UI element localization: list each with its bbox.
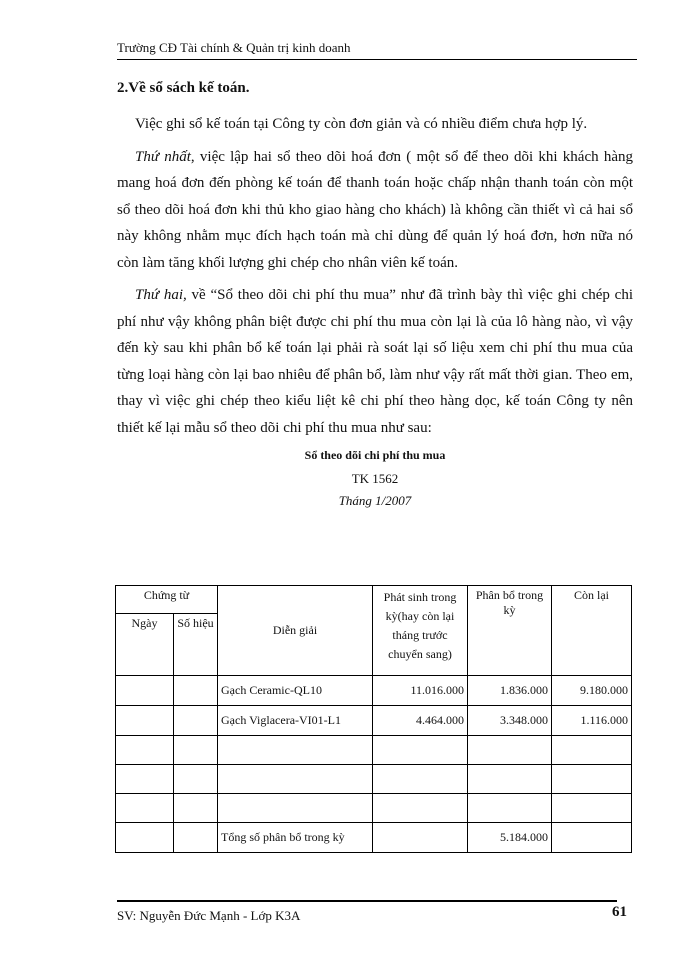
table-row [116, 706, 632, 736]
header-ngay: Ngày [116, 614, 174, 676]
table-row-empty [116, 765, 632, 794]
expense-ledger-table [115, 585, 632, 853]
footer-divider [117, 900, 617, 902]
table-row-empty [116, 794, 632, 823]
paragraph-3-body: về “Sổ theo dõi chi phí thu mua” như đã trình bày thì việc ghi chép chi phí như vậy không phân biệt được chi phí thu mua còn lại là của lô hàng nào, vì vậy đến kỳ sau khi phân bổ kế toán lại phải rà soát lại số liệu xem chi phí thu mua của từng loại hàng còn lại bao nhiêu để phân bổ, làm như vậy rất mất thời gian. Theo em, thay vì việc ghi chép theo kiểu liệt kê chi phí theo hàng dọc, kế toán Công ty nên thiết kế lại mẫu sổ theo dõi chi phí thu mua như sau: [117, 287, 633, 436]
table-month: Tháng 1/2007 [338, 493, 412, 508]
page-number: 61 [612, 904, 627, 920]
row-1-phan-bo: 1.836.000 [468, 676, 552, 706]
table-row-empty [116, 736, 632, 765]
paragraph-2-lead: Thứ nhất [135, 148, 191, 165]
paragraph-2 [117, 144, 633, 277]
header-dien-giai: Diễn giải [218, 586, 373, 676]
row-1-con-lai: 9.180.000 [552, 676, 632, 706]
row-1-phat-sinh: 11.016.000 [373, 676, 468, 706]
total-phan-bo: 5.184.000 [468, 823, 552, 853]
row-2-phan-bo: 3.348.000 [468, 706, 552, 736]
row-2-con-lai: 1.116.000 [552, 706, 632, 736]
header-phat-sinh: Phát sinh trong kỳ(hay còn lại tháng trước chuyển sang) [373, 586, 468, 676]
header-so-hieu: Số hiệu [174, 614, 218, 676]
table-row-total [116, 823, 632, 853]
footer-student: SV: Nguyễn Đức Mạnh - Lớp K3A [117, 908, 301, 923]
paragraph-2-body: , việc lập hai sổ theo dõi hoá đơn ( một sổ để theo dõi khi khách hàng mang hoá đơn đến phòng kế toán để thanh toán hoặc chấp nhận thanh toán còn một sổ theo dõi hoá đơn khi thủ kho giao hàng cho khách) là không cần thiết vì cả hai sổ này không nhằm mục đích hạch toán mà chỉ dùng để quản lý hoá đơn, hơn nữa nó còn làm tăng khối lượng ghi chép cho nhân viên kế toán. [117, 148, 633, 271]
table-title: Sổ theo dõi chi phí thu mua [304, 448, 446, 462]
paragraph-1: Việc ghi sổ kế toán tại Công ty còn đơn giản và có nhiều điểm chưa hợp lý. [135, 116, 588, 132]
paragraph-3 [117, 282, 633, 441]
header-chung-tu: Chứng từ [116, 586, 218, 614]
table-row [116, 676, 632, 706]
header-con-lai: Còn lại [552, 586, 632, 676]
section-title: 2.Về sổ sách kế toán. [117, 80, 250, 96]
row-1-dien-giai: Gạch Ceramic-QL10 [218, 676, 373, 706]
row-2-dien-giai: Gạch Viglacera-VI01-L1 [218, 706, 373, 736]
page-header: Trường CĐ Tài chính & Quản trị kinh doanh [117, 40, 637, 60]
table-account: TK 1562 [351, 471, 399, 486]
row-2-phat-sinh: 4.464.000 [373, 706, 468, 736]
paragraph-3-lead: Thứ hai, [135, 287, 187, 303]
total-label: Tổng số phân bổ trong kỳ [218, 823, 373, 853]
header-phan-bo: Phân bổ trong kỳ [468, 586, 552, 676]
page-content [117, 80, 633, 509]
